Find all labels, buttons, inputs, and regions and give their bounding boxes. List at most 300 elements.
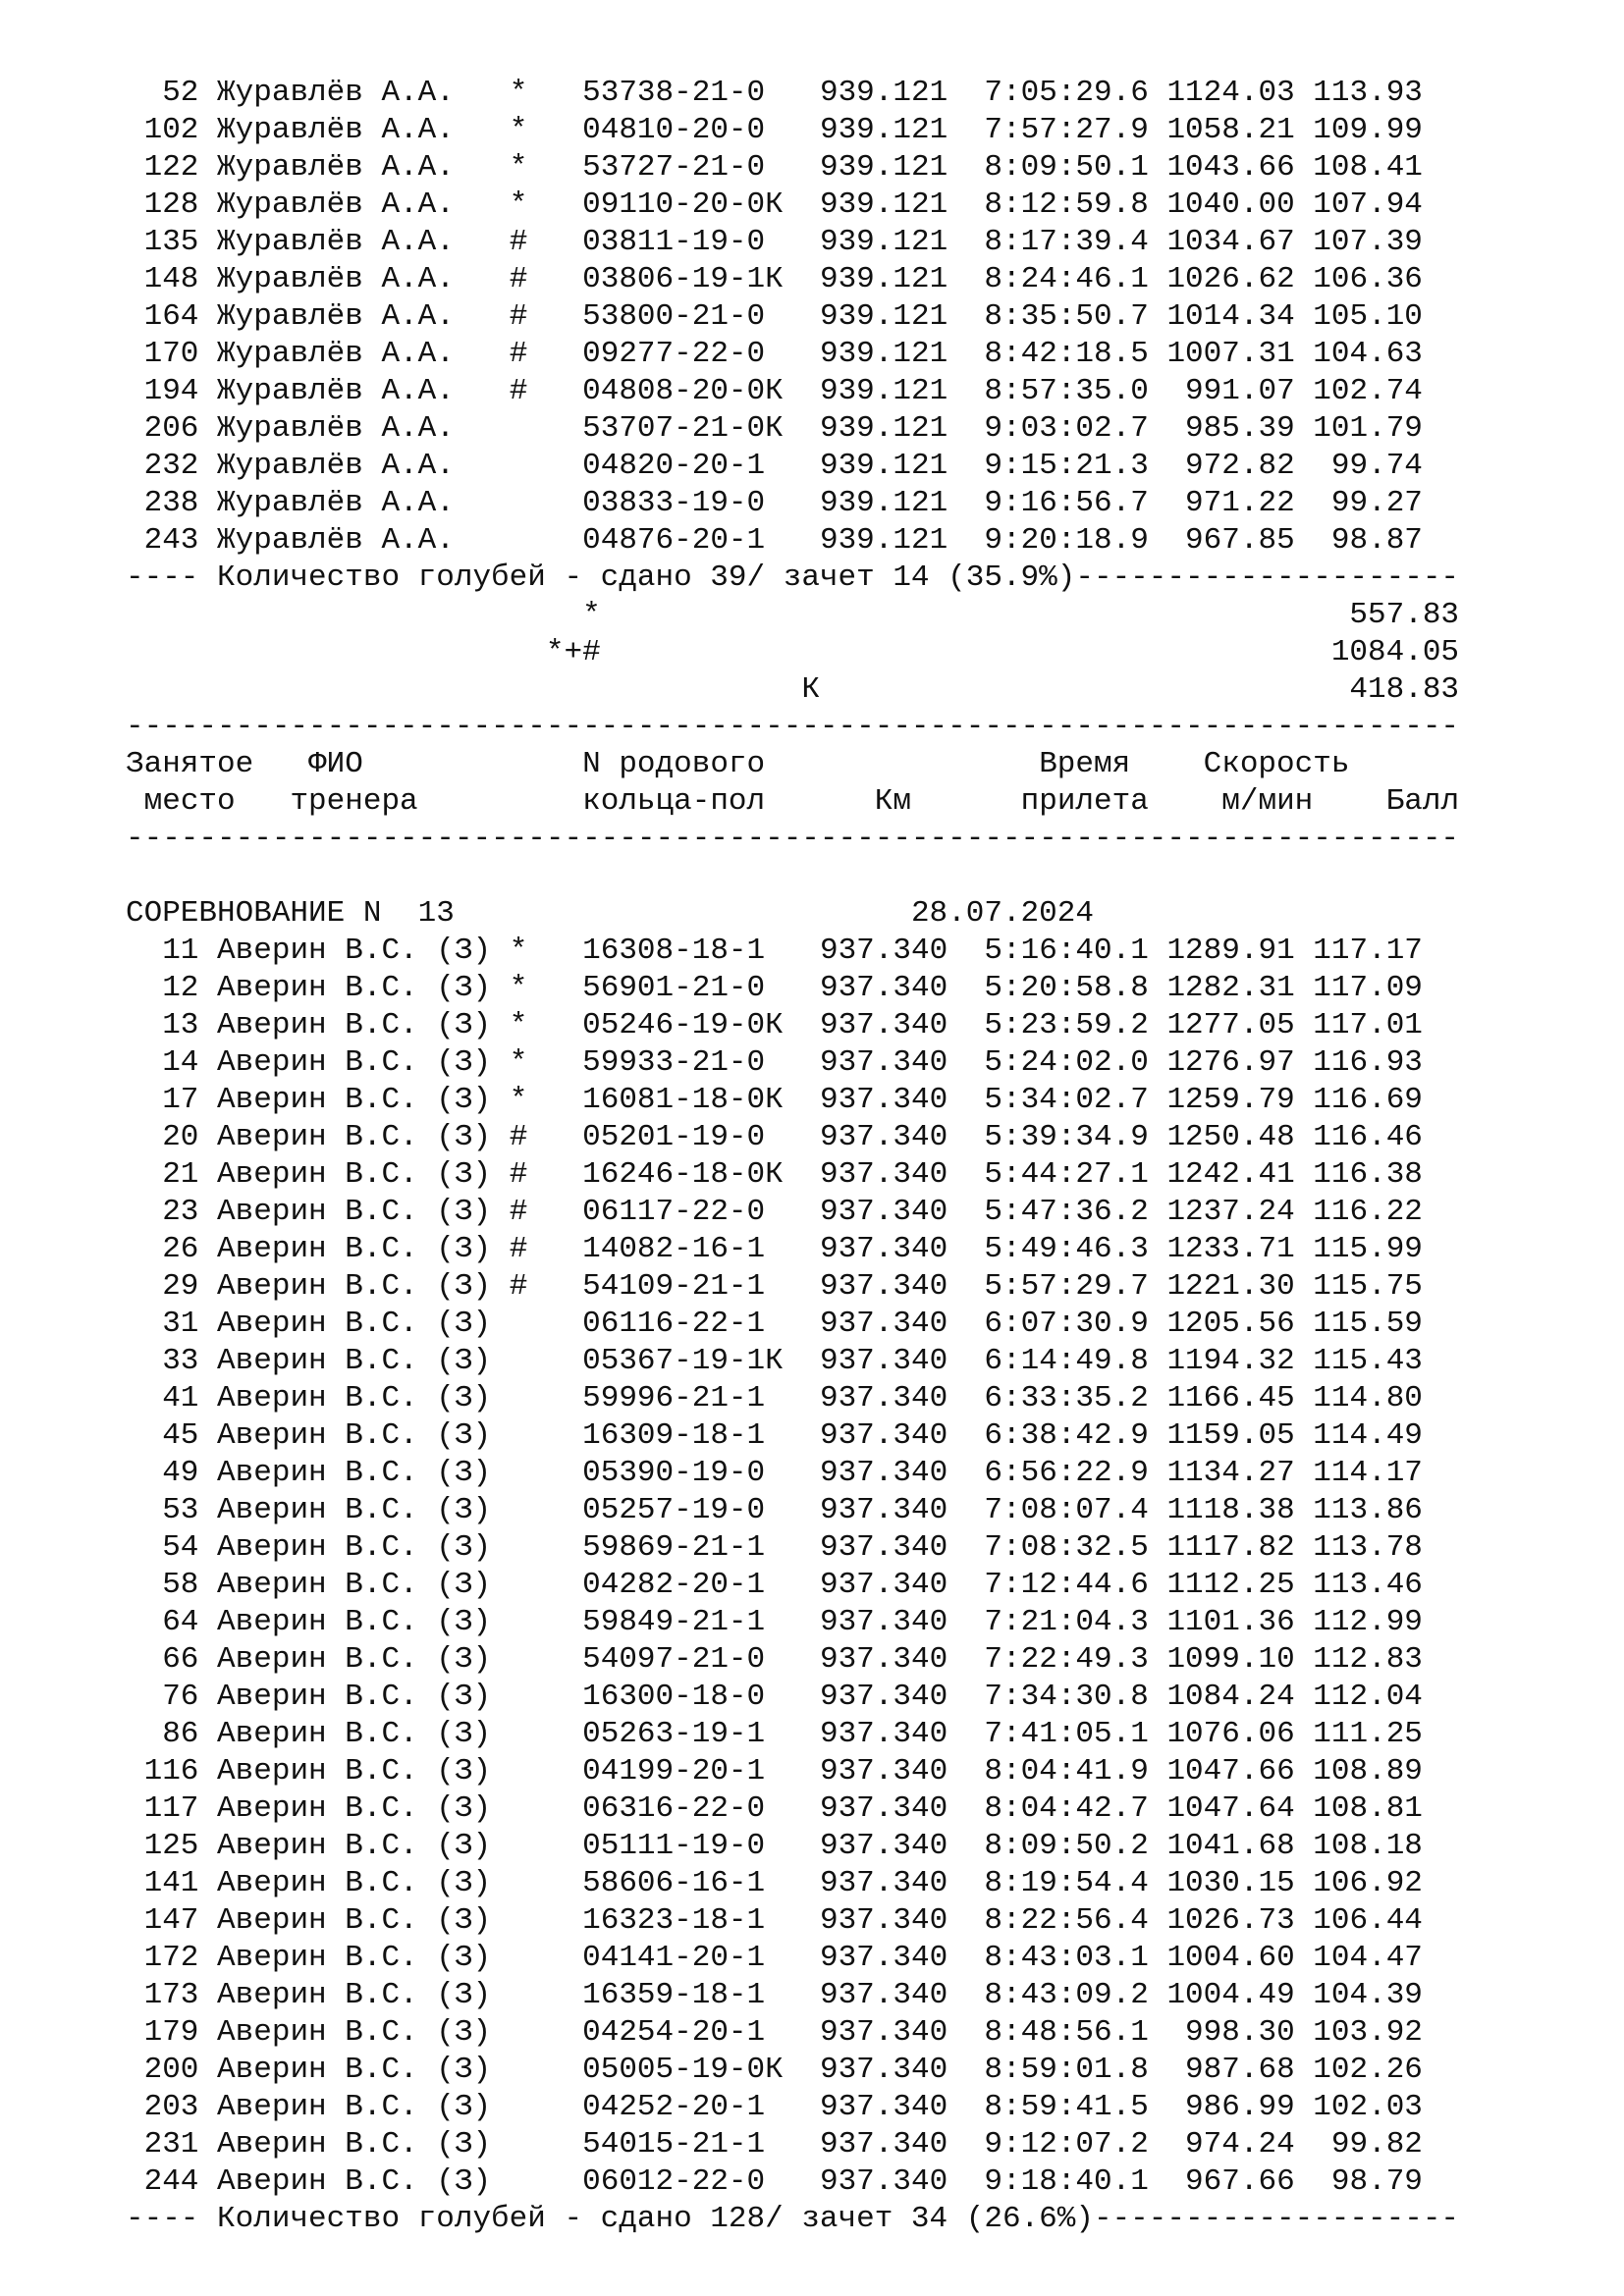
- km-cell: 939.121: [801, 76, 948, 110]
- time-cell: 6:56:22.9: [984, 1456, 1149, 1490]
- km-cell: 937.340: [801, 2090, 948, 2124]
- score-cell: 103.92: [1313, 2015, 1423, 2050]
- place-cell: 12: [126, 971, 199, 1005]
- score-cell: 117.01: [1313, 1008, 1423, 1042]
- table-row: [126, 1529, 1459, 1567]
- mark-cell: *: [509, 1083, 565, 1117]
- mark-cell: [510, 2164, 565, 2199]
- mark-cell: [510, 1568, 565, 1602]
- name-cell: Аверин В.С. (З): [217, 1493, 492, 1527]
- name-cell: Аверин В.С. (З): [217, 1568, 492, 1602]
- place-cell: 173: [126, 1978, 199, 2012]
- mark-cell: [510, 1605, 565, 1639]
- km-cell: 937.340: [801, 1829, 948, 1863]
- speed-cell: 1112.25: [1166, 1568, 1295, 1602]
- table-row: [126, 1865, 1459, 1902]
- speed-cell: 1276.97: [1166, 1045, 1295, 1080]
- speed-cell: 1277.05: [1166, 1008, 1295, 1042]
- ring-cell: 06012-22-0: [582, 2164, 784, 2199]
- name-cell: Аверин В.С. (З): [217, 1344, 492, 1378]
- ring-cell: 16309-18-1: [582, 1418, 784, 1453]
- km-cell: 939.121: [801, 411, 948, 446]
- mark-cell: [510, 449, 565, 483]
- speed-cell: 1205.56: [1166, 1307, 1295, 1341]
- column-header: N родового: [582, 747, 766, 781]
- table-row: [126, 1082, 1459, 1119]
- speed-cell: 1041.68: [1166, 1829, 1295, 1863]
- total-label: К: [801, 672, 820, 707]
- mark-cell: #: [509, 1269, 565, 1304]
- speed-cell: 967.66: [1166, 2164, 1295, 2199]
- divider-line: -------------------------------------------------------------------------: [126, 822, 1460, 856]
- name-cell: Аверин В.С. (З): [217, 1456, 492, 1490]
- competition-title: СОРЕВНОВАНИЕ N 13: [126, 896, 455, 931]
- place-cell: 117: [126, 1791, 199, 1826]
- km-cell: 937.340: [801, 1642, 948, 1677]
- speed-cell: 1101.36: [1166, 1605, 1295, 1639]
- time-cell: 8:12:59.8: [984, 187, 1149, 222]
- ring-cell: 03833-19-0: [582, 486, 784, 520]
- km-cell: 937.340: [801, 1680, 948, 1714]
- mark-cell: *: [509, 187, 565, 222]
- place-cell: 172: [126, 1941, 199, 1975]
- table-row: [126, 1902, 1459, 1940]
- ring-cell: 04199-20-1: [582, 1754, 784, 1789]
- speed-cell: 1034.67: [1166, 225, 1295, 259]
- score-cell: 114.80: [1313, 1381, 1423, 1415]
- km-cell: 939.121: [801, 262, 948, 296]
- time-cell: 8:22:56.4: [984, 1903, 1149, 1938]
- km-cell: 937.340: [801, 1045, 948, 1080]
- table-row: [126, 373, 1459, 410]
- km-cell: 937.340: [801, 1120, 948, 1154]
- score-cell: 106.92: [1313, 1866, 1423, 1900]
- ring-cell: 04876-20-1: [582, 523, 784, 558]
- name-cell: Аверин В.С. (З): [217, 1978, 492, 2012]
- name-cell: Аверин В.С. (З): [217, 2164, 492, 2199]
- score-cell: 113.46: [1313, 1568, 1423, 1602]
- place-cell: 125: [126, 1829, 199, 1863]
- time-cell: 9:16:56.7: [984, 486, 1149, 520]
- score-cell: 112.83: [1313, 1642, 1423, 1677]
- table-row: [126, 410, 1459, 448]
- time-cell: 7:08:32.5: [984, 1530, 1149, 1565]
- table-row: [126, 1455, 1459, 1492]
- mark-cell: [510, 1307, 565, 1341]
- ring-cell: 04282-20-1: [582, 1568, 784, 1602]
- column-header: ФИО: [308, 747, 363, 781]
- table-row: [126, 187, 1459, 224]
- score-cell: 106.44: [1313, 1903, 1423, 1938]
- speed-cell: 1007.31: [1166, 337, 1295, 371]
- table-row: [126, 1156, 1459, 1194]
- time-cell: 8:43:09.2: [984, 1978, 1149, 2012]
- score-cell: 117.17: [1313, 934, 1423, 968]
- name-cell: Журавлёв А.А.: [217, 76, 492, 110]
- speed-cell: 1117.82: [1166, 1530, 1295, 1565]
- km-cell: 937.340: [801, 1307, 948, 1341]
- summary-text: Количество голубей - сдано 39/ зачет 14 (35.9%): [217, 561, 1076, 595]
- mark-cell: #: [509, 1232, 565, 1266]
- name-cell: Аверин В.С. (З): [217, 1903, 492, 1938]
- ring-cell: 05201-19-0: [582, 1120, 784, 1154]
- score-cell: 115.75: [1313, 1269, 1423, 1304]
- ring-cell: 05263-19-1: [582, 1717, 784, 1751]
- mark-cell: [510, 1903, 565, 1938]
- table-row: [126, 485, 1459, 522]
- score-cell: 115.43: [1313, 1344, 1423, 1378]
- km-cell: 937.340: [801, 1008, 948, 1042]
- ring-cell: 05257-19-0: [582, 1493, 784, 1527]
- mark-cell: [510, 1754, 565, 1789]
- mark-cell: #: [509, 374, 565, 408]
- ring-cell: 06116-22-1: [582, 1307, 784, 1341]
- score-cell: 117.09: [1313, 971, 1423, 1005]
- place-cell: 243: [126, 523, 199, 558]
- name-cell: Аверин В.С. (З): [217, 1530, 492, 1565]
- name-cell: Журавлёв А.А.: [217, 411, 492, 446]
- place-cell: 148: [126, 262, 199, 296]
- results-document: [126, 75, 1459, 2238]
- table-row: [126, 1343, 1459, 1380]
- place-cell: 53: [126, 1493, 199, 1527]
- time-cell: 7:21:04.3: [984, 1605, 1149, 1639]
- time-cell: 5:20:58.8: [984, 971, 1149, 1005]
- speed-cell: 1047.64: [1166, 1791, 1295, 1826]
- km-cell: 937.340: [801, 1456, 948, 1490]
- place-cell: 64: [126, 1605, 199, 1639]
- km-cell: 939.121: [801, 337, 948, 371]
- mark-cell: #: [509, 225, 565, 259]
- mark-cell: #: [509, 337, 565, 371]
- place-cell: 147: [126, 1903, 199, 1938]
- speed-cell: 1076.06: [1166, 1717, 1295, 1751]
- km-cell: 937.340: [801, 1754, 948, 1789]
- name-cell: Аверин В.С. (З): [217, 1829, 492, 1863]
- competition-date: 28.07.2024: [910, 896, 1094, 931]
- name-cell: Аверин В.С. (З): [217, 1232, 492, 1266]
- place-cell: 52: [126, 76, 199, 110]
- name-cell: Аверин В.С. (З): [217, 1045, 492, 1080]
- table-row: [126, 2089, 1459, 2126]
- mark-cell: [510, 1791, 565, 1826]
- place-cell: 33: [126, 1344, 199, 1378]
- table-row: [126, 522, 1459, 560]
- time-cell: 6:38:42.9: [984, 1418, 1149, 1453]
- table-row: [126, 149, 1459, 187]
- speed-cell: 971.22: [1166, 486, 1295, 520]
- total-value: 418.83: [1349, 672, 1460, 707]
- speed-cell: 1058.21: [1166, 113, 1295, 147]
- mark-cell: #: [509, 1195, 565, 1229]
- place-cell: 66: [126, 1642, 199, 1677]
- mark-cell: [510, 1344, 565, 1378]
- mark-cell: [510, 1829, 565, 1863]
- name-cell: Журавлёв А.А.: [217, 486, 492, 520]
- km-cell: 937.340: [801, 2164, 948, 2199]
- ring-cell: 05367-19-1К: [582, 1344, 784, 1378]
- name-cell: Аверин В.С. (З): [217, 1008, 492, 1042]
- name-cell: Аверин В.С. (З): [217, 1381, 492, 1415]
- mark-cell: [510, 2015, 565, 2050]
- ring-cell: 06316-22-0: [582, 1791, 784, 1826]
- table-row: [126, 933, 1459, 970]
- km-cell: 937.340: [801, 1568, 948, 1602]
- time-cell: 5:16:40.1: [984, 934, 1149, 968]
- place-cell: 206: [126, 411, 199, 446]
- table-row: [126, 2126, 1459, 2163]
- table-row: [126, 1194, 1459, 1231]
- time-cell: 7:22:49.3: [984, 1642, 1149, 1677]
- speed-cell: 991.07: [1166, 374, 1295, 408]
- speed-cell: 987.68: [1166, 2053, 1295, 2087]
- table-row: [126, 1940, 1459, 1977]
- time-cell: 9:15:21.3: [984, 449, 1149, 483]
- time-cell: 8:42:18.5: [984, 337, 1149, 371]
- column-header: прилета: [1020, 784, 1149, 819]
- time-cell: 6:14:49.8: [984, 1344, 1149, 1378]
- time-cell: 8:04:42.7: [984, 1791, 1149, 1826]
- ring-cell: 58606-16-1: [582, 1866, 784, 1900]
- name-cell: Аверин В.С. (З): [217, 2015, 492, 2050]
- name-cell: Аверин В.С. (З): [217, 934, 492, 968]
- km-cell: 937.340: [801, 1493, 948, 1527]
- score-cell: 112.04: [1313, 1680, 1423, 1714]
- score-cell: 114.17: [1313, 1456, 1423, 1490]
- score-cell: 113.78: [1313, 1530, 1423, 1565]
- table-row: [126, 1641, 1459, 1679]
- score-cell: 109.99: [1313, 113, 1423, 147]
- score-cell: 102.74: [1313, 374, 1423, 408]
- km-cell: 939.121: [801, 150, 948, 185]
- km-cell: 937.340: [801, 1344, 948, 1378]
- ring-cell: 16300-18-0: [582, 1680, 784, 1714]
- column-header: м/мин: [1221, 784, 1314, 819]
- time-cell: 7:08:07.4: [984, 1493, 1149, 1527]
- mark-cell: *: [509, 971, 565, 1005]
- place-cell: 13: [126, 1008, 199, 1042]
- time-cell: 5:47:36.2: [984, 1195, 1149, 1229]
- score-cell: 115.99: [1313, 1232, 1423, 1266]
- score-cell: 116.69: [1313, 1083, 1423, 1117]
- km-cell: 937.340: [801, 1978, 948, 2012]
- score-cell: 102.03: [1313, 2090, 1423, 2124]
- time-cell: 8:19:54.4: [984, 1866, 1149, 1900]
- column-header: тренера: [290, 784, 418, 819]
- speed-cell: 986.99: [1166, 2090, 1295, 2124]
- ring-cell: 59933-21-0: [582, 1045, 784, 1080]
- table-row: [126, 2163, 1459, 2201]
- score-cell: 115.59: [1313, 1307, 1423, 1341]
- time-cell: 8:04:41.9: [984, 1754, 1149, 1789]
- table-row: [126, 224, 1459, 261]
- score-cell: 108.18: [1313, 1829, 1423, 1863]
- score-cell: 106.36: [1313, 262, 1423, 296]
- total-line: [126, 597, 1459, 634]
- speed-cell: 1043.66: [1166, 150, 1295, 185]
- ring-cell: 53738-21-0: [582, 76, 784, 110]
- mark-cell: [510, 1530, 565, 1565]
- ring-cell: 05005-19-0К: [582, 2053, 784, 2087]
- score-cell: 99.82: [1313, 2127, 1423, 2162]
- table-row: [126, 1380, 1459, 1417]
- time-cell: 5:44:27.1: [984, 1157, 1149, 1192]
- score-cell: 104.39: [1313, 1978, 1423, 2012]
- name-cell: Журавлёв А.А.: [217, 374, 492, 408]
- time-cell: 8:43:03.1: [984, 1941, 1149, 1975]
- table-row: [126, 1753, 1459, 1790]
- speed-cell: 1237.24: [1166, 1195, 1295, 1229]
- ring-cell: 09110-20-0К: [582, 187, 784, 222]
- speed-cell: 1250.48: [1166, 1120, 1295, 1154]
- mark-cell: [510, 1642, 565, 1677]
- speed-cell: 1221.30: [1166, 1269, 1295, 1304]
- name-cell: Аверин В.С. (З): [217, 1269, 492, 1304]
- ring-cell: 04820-20-1: [582, 449, 784, 483]
- ring-cell: 04252-20-1: [582, 2090, 784, 2124]
- score-cell: 104.63: [1313, 337, 1423, 371]
- column-header: Занятое: [126, 747, 254, 781]
- name-cell: Журавлёв А.А.: [217, 262, 492, 296]
- column-header: место: [143, 784, 236, 819]
- mark-cell: [510, 1381, 565, 1415]
- place-cell: 179: [126, 2015, 199, 2050]
- time-cell: 8:59:41.5: [984, 2090, 1149, 2124]
- km-cell: 937.340: [801, 1530, 948, 1565]
- time-cell: 8:09:50.2: [984, 1829, 1149, 1863]
- time-cell: 8:35:50.7: [984, 299, 1149, 334]
- name-cell: Аверин В.С. (З): [217, 971, 492, 1005]
- name-cell: Аверин В.С. (З): [217, 1717, 492, 1751]
- place-cell: 122: [126, 150, 199, 185]
- name-cell: Журавлёв А.А.: [217, 113, 492, 147]
- ring-cell: 16359-18-1: [582, 1978, 784, 2012]
- ring-cell: 05246-19-0К: [582, 1008, 784, 1042]
- speed-cell: 1047.66: [1166, 1754, 1295, 1789]
- blank-line: [126, 858, 1459, 895]
- score-cell: 105.10: [1313, 299, 1423, 334]
- speed-cell: 1134.27: [1166, 1456, 1295, 1490]
- time-cell: 6:33:35.2: [984, 1381, 1149, 1415]
- km-cell: 939.121: [801, 374, 948, 408]
- time-cell: 8:09:50.1: [984, 150, 1149, 185]
- ring-cell: 04808-20-0К: [582, 374, 784, 408]
- score-cell: 116.22: [1313, 1195, 1423, 1229]
- place-cell: 41: [126, 1381, 199, 1415]
- table-row: [126, 2052, 1459, 2089]
- mark-cell: [510, 1493, 565, 1527]
- speed-cell: 1194.32: [1166, 1344, 1295, 1378]
- mark-cell: #: [509, 299, 565, 334]
- speed-cell: 967.85: [1166, 523, 1295, 558]
- ring-cell: 14082-16-1: [582, 1232, 784, 1266]
- table-row: [126, 1306, 1459, 1343]
- speed-cell: 1259.79: [1166, 1083, 1295, 1117]
- place-cell: 54: [126, 1530, 199, 1565]
- place-cell: 49: [126, 1456, 199, 1490]
- mark-cell: [510, 1978, 565, 2012]
- place-cell: 21: [126, 1157, 199, 1192]
- ring-cell: 16246-18-0К: [582, 1157, 784, 1192]
- name-cell: Журавлёв А.А.: [217, 523, 492, 558]
- ring-cell: 59869-21-1: [582, 1530, 784, 1565]
- column-header: Балл: [1385, 784, 1460, 819]
- table-row: [126, 1007, 1459, 1044]
- ring-cell: 03811-19-0: [582, 225, 784, 259]
- speed-cell: 1004.49: [1166, 1978, 1295, 2012]
- mark-cell: #: [509, 1157, 565, 1192]
- score-cell: 99.27: [1313, 486, 1423, 520]
- place-cell: 20: [126, 1120, 199, 1154]
- score-cell: 102.26: [1313, 2053, 1423, 2087]
- speed-cell: 1026.73: [1166, 1903, 1295, 1938]
- total-label: *+#: [545, 635, 601, 669]
- table-row: [126, 1828, 1459, 1865]
- score-cell: 114.49: [1313, 1418, 1423, 1453]
- speed-cell: 1084.24: [1166, 1680, 1295, 1714]
- ring-cell: 59849-21-1: [582, 1605, 784, 1639]
- header-line-1: [126, 746, 1459, 783]
- time-cell: 7:34:30.8: [984, 1680, 1149, 1714]
- speed-cell: 1040.00: [1166, 187, 1295, 222]
- time-cell: 8:48:56.1: [984, 2015, 1149, 2050]
- score-cell: 107.39: [1313, 225, 1423, 259]
- place-cell: 26: [126, 1232, 199, 1266]
- speed-cell: 1159.05: [1166, 1418, 1295, 1453]
- score-cell: 108.81: [1313, 1791, 1423, 1826]
- name-cell: Аверин В.С. (З): [217, 1605, 492, 1639]
- table-row: [126, 1231, 1459, 1268]
- km-cell: 937.340: [801, 1605, 948, 1639]
- name-cell: Аверин В.С. (З): [217, 1680, 492, 1714]
- name-cell: Журавлёв А.А.: [217, 337, 492, 371]
- ring-cell: 54097-21-0: [582, 1642, 784, 1677]
- mark-cell: [510, 1418, 565, 1453]
- place-cell: 232: [126, 449, 199, 483]
- ring-cell: 04141-20-1: [582, 1941, 784, 1975]
- name-cell: Аверин В.С. (З): [217, 1307, 492, 1341]
- time-cell: 7:12:44.6: [984, 1568, 1149, 1602]
- ring-cell: 59996-21-1: [582, 1381, 784, 1415]
- km-cell: 937.340: [801, 2127, 948, 2162]
- table-row: [126, 336, 1459, 373]
- table-row: [126, 1977, 1459, 2014]
- mark-cell: [510, 523, 565, 558]
- table-row: [126, 1268, 1459, 1306]
- ring-cell: 16323-18-1: [582, 1903, 784, 1938]
- ring-cell: 16081-18-0К: [582, 1083, 784, 1117]
- speed-cell: 1030.15: [1166, 1866, 1295, 1900]
- time-cell: 7:41:05.1: [984, 1717, 1149, 1751]
- score-cell: 104.47: [1313, 1941, 1423, 1975]
- km-cell: 937.340: [801, 934, 948, 968]
- mark-cell: [510, 1456, 565, 1490]
- name-cell: Аверин В.С. (З): [217, 1754, 492, 1789]
- table-row: [126, 298, 1459, 336]
- km-cell: 939.121: [801, 299, 948, 334]
- summary-text: Количество голубей - сдано 128/ зачет 34 (26.6%): [217, 2202, 1094, 2236]
- km-cell: 939.121: [801, 486, 948, 520]
- mark-cell: [510, 411, 565, 446]
- km-cell: 937.340: [801, 1418, 948, 1453]
- total-value: 557.83: [1349, 598, 1460, 632]
- total-line: [126, 634, 1459, 671]
- mark-cell: *: [509, 1045, 565, 1080]
- score-cell: 113.86: [1313, 1493, 1423, 1527]
- time-cell: 8:24:46.1: [984, 262, 1149, 296]
- speed-cell: 972.82: [1166, 449, 1295, 483]
- place-cell: 86: [126, 1717, 199, 1751]
